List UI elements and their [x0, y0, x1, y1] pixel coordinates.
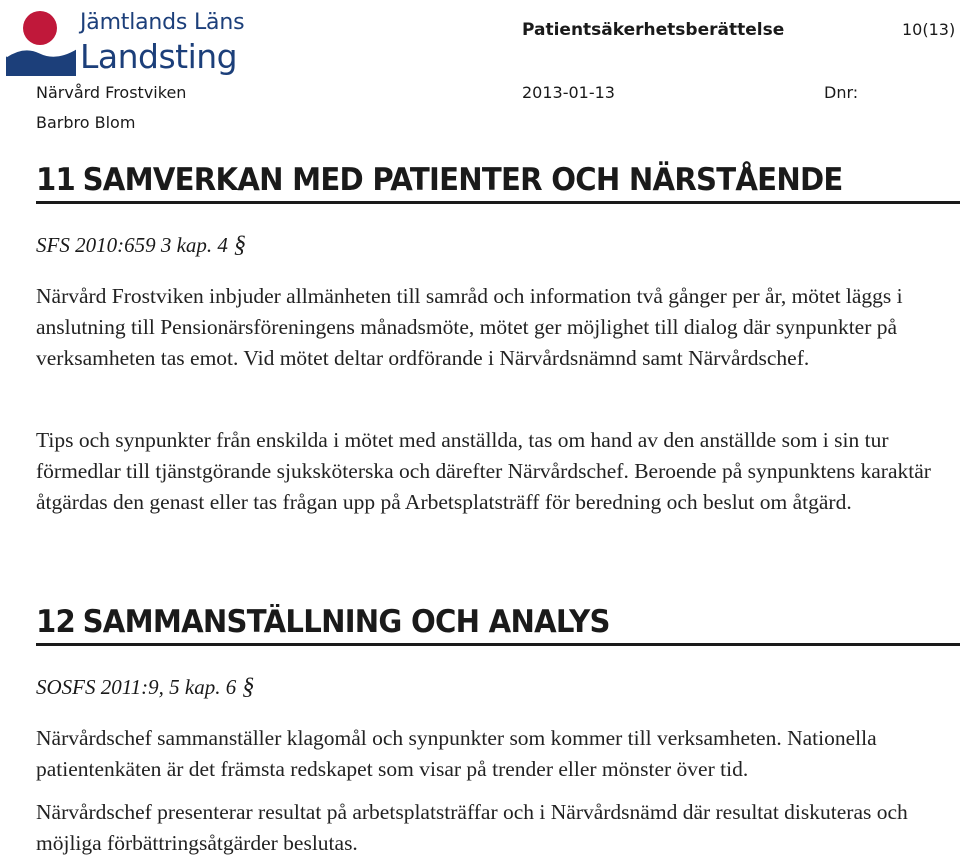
- paragraph-symbol: §: [233, 232, 246, 258]
- section-title: SAMVERKAN MED PATIENTER OCH NÄRSTÅENDE: [82, 162, 843, 198]
- logo-emblem-icon: [4, 6, 78, 80]
- reference-text: SFS 2010:659 3 kap. 4: [36, 233, 228, 257]
- reference-text: SOSFS 2011:9, 5 kap. 6: [36, 675, 237, 699]
- heading-rule: [36, 201, 960, 204]
- document-date: 2013-01-13: [522, 83, 615, 102]
- section-11-paragraph-1: Närvård Frostviken inbjuder allmänheten till samråd och information två gånger per år, mötet läggs i anslutning till Pensionärsföreningens månadsmöte, mötet ger möjlighet till dialog där synpunkter på verksamheten tas emot. Vid mötet deltar ordförande i Närvårdsnämnd samt Närvårdschef.: [36, 284, 903, 370]
- section-12-paragraph-1: Närvårdschef sammanställer klagomål och synpunkter som kommer till verksamheten. Nationella patientenkäten är det främsta redskapet som visar på trender eller mönster över tid.: [36, 726, 877, 781]
- page-number: 10(13): [902, 20, 956, 39]
- author-name: Barbro Blom: [36, 113, 136, 132]
- paragraph-symbol: §: [242, 674, 255, 700]
- section-12-heading: [36, 604, 610, 640]
- section-11-heading: [36, 162, 843, 198]
- heading-rule: [36, 643, 960, 646]
- logo-text-line1: Jämtlands Läns: [80, 10, 245, 35]
- section-12-paragraph-2: Närvårdschef presenterar resultat på arbetsplatsträffar och i Närvårdsnämd där resultat diskuteras och möjliga förbättringsåtgärder beslutas.: [36, 800, 908, 855]
- landsting-logo: [4, 6, 245, 80]
- section-11-reference: [36, 232, 246, 259]
- section-12-reference: [36, 674, 254, 701]
- section-number: 12: [36, 604, 76, 640]
- unit-name: Närvård Frostviken: [36, 83, 187, 102]
- logo-text-line2: Landsting: [80, 37, 238, 76]
- section-title: SAMMANSTÄLLNING OCH ANALYS: [82, 604, 610, 640]
- section-11-paragraph-2: Tips och synpunkter från enskilda i mötet med anställda, tas om hand av den anställde som i sin tur förmedlar till tjänstgörande sjuksköterska och därefter Närvårdschef. Beroende på synpunktens karaktär åtgärdas den genast eller tas frågan upp på Arbetsplatsträff för beredning och beslut om åtgärd.: [36, 428, 931, 514]
- section-number: 11: [36, 162, 76, 198]
- dnr-label: Dnr:: [824, 83, 859, 102]
- document-title: Patientsäkerhetsberättelse: [522, 20, 785, 40]
